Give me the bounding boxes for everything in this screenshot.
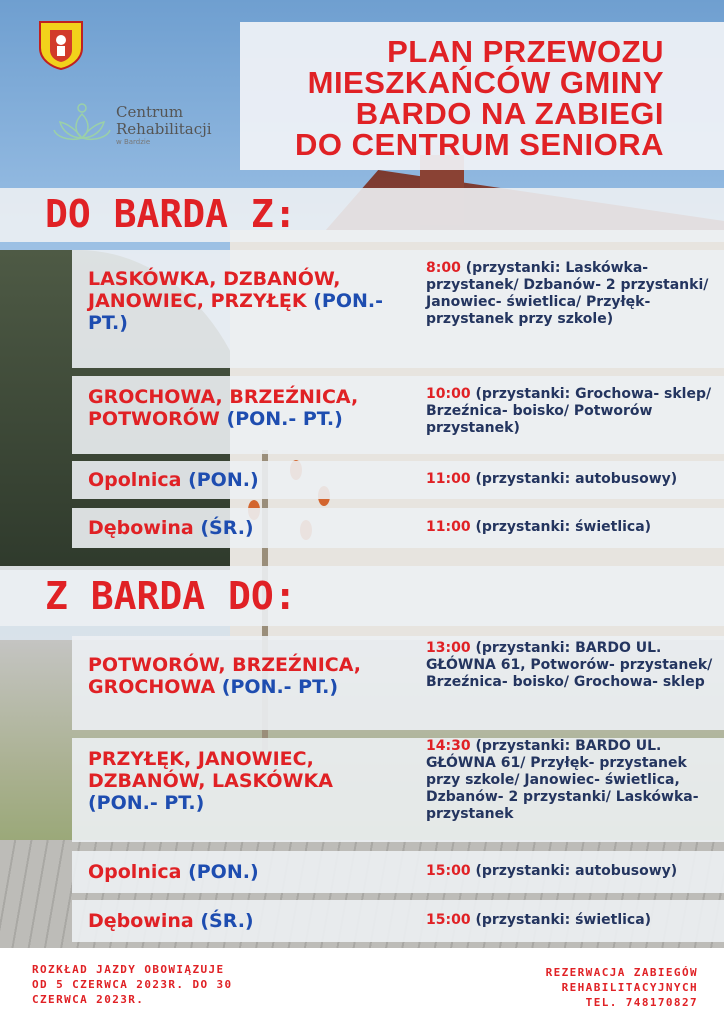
route-row — [72, 376, 724, 454]
centrum-name-line: Rehabilitacji — [116, 120, 212, 138]
title-line: BARDO NA ZABIEGI — [355, 96, 664, 131]
validity-line: CZERWCA 2023R. — [32, 993, 145, 1006]
place-names: LASKÓWKA, DZBANÓW, JANOWIEC, PRZYŁĘK — [88, 268, 341, 312]
departure-time: 14:30 — [426, 738, 471, 754]
route-row — [72, 851, 724, 893]
place-names: GROCHOWA, BRZEŹNICA, POTWORÓW — [88, 386, 359, 430]
departure-time: 15:00 — [426, 863, 471, 879]
departure-time: 15:00 — [426, 912, 471, 928]
route-schedule — [426, 519, 716, 536]
route-schedule — [426, 471, 716, 488]
centrum-logo — [52, 100, 232, 160]
stops-list: (przystanki: BARDO UL. GŁÓWNA 61/ Przyłęk- przystanek przy szkole/ Janowiec- świetlica, Dzbanów- 2 przystanki/ Laskówka- przystanek — [426, 738, 699, 822]
route-schedule — [426, 912, 716, 929]
stops-list: (przystanki: autobusowy) — [470, 471, 678, 487]
stops-list: (przystanki: autobusowy) — [470, 863, 678, 879]
place-names: Opolnica — [88, 469, 182, 491]
contact-phone: TEL. 748170827 — [585, 996, 698, 1009]
municipality-crest-logo — [38, 20, 84, 70]
section-heading-to-bardo — [0, 188, 724, 242]
departure-time: 10:00 — [426, 386, 471, 402]
stops-list: (przystanki: Laskówka- przystanek/ Dzbanów- 2 przystanki/ Janowiec- świetlica/ Przyłęk- przystanek przy szkole) — [426, 260, 709, 327]
days-label: (PON.) — [181, 469, 259, 491]
route-row — [72, 461, 724, 499]
section-title: DO BARDA Z: — [45, 192, 297, 236]
centrum-subtitle: w Bardzie — [116, 138, 151, 146]
place-names: PRZYŁĘK, JANOWIEC, DZBANÓW, LASKÓWKA — [88, 748, 333, 792]
route-row — [72, 508, 724, 548]
route-places — [88, 386, 418, 430]
route-row — [72, 250, 724, 368]
days-label: (PON.- PT.) — [215, 676, 339, 698]
route-row — [72, 900, 724, 942]
title-line: DO CENTRUM SENIORA — [295, 127, 664, 162]
validity-line: OD 5 CZERWCA 2023R. DO 30 — [32, 978, 233, 991]
booking-contact — [438, 965, 698, 1010]
days-label: (PON.- PT.) — [88, 792, 205, 814]
days-label: (PON.- PT.) — [88, 290, 383, 334]
days-label: (ŚR.) — [193, 910, 254, 932]
route-places — [88, 910, 254, 932]
place-names: Dębowina — [88, 517, 194, 539]
route-row — [72, 636, 724, 730]
section-heading-from-bardo — [0, 566, 724, 626]
route-places — [88, 469, 259, 491]
route-places — [88, 654, 428, 698]
centrum-name — [116, 104, 212, 138]
route-schedule — [426, 386, 716, 437]
days-label: (PON.) — [181, 861, 259, 883]
route-places — [88, 748, 408, 814]
route-places — [88, 517, 254, 539]
departure-time: 13:00 — [426, 640, 471, 656]
place-names: POTWORÓW, BRZEŹNICA, GROCHOWA — [88, 654, 362, 698]
route-schedule — [426, 863, 716, 880]
place-names: Dębowina — [88, 910, 194, 932]
contact-line: REHABILITACYJNYCH — [561, 981, 698, 994]
departure-time: 11:00 — [426, 519, 471, 535]
title-line: MIESZKAŃCÓW GMINY — [307, 65, 664, 100]
days-label: (PON.- PT.) — [219, 408, 343, 430]
stops-list: (przystanki: Grochowa- sklep/ Brzeźnica- boisko/ Potworów przystanek) — [426, 386, 712, 436]
place-names: Opolnica — [88, 861, 182, 883]
stops-list: (przystanki: świetlica) — [470, 912, 652, 928]
route-schedule — [426, 640, 716, 691]
stops-list: (przystanki: BARDO UL. GŁÓWNA 61, Potworów- przystanek/ Brzeźnica- boisko/ Grochowa- sklep — [426, 640, 713, 690]
departure-time: 11:00 — [426, 471, 471, 487]
validity-notice — [32, 962, 302, 1007]
page-title — [244, 36, 664, 160]
departure-time: 8:00 — [426, 260, 461, 276]
title-line: PLAN PRZEWOZU — [387, 34, 664, 69]
lotus-icon — [52, 102, 112, 146]
route-places — [88, 268, 408, 334]
section-title: Z BARDA DO: — [45, 574, 297, 618]
contact-line: REZERWACJA ZABIEGÓW — [545, 966, 698, 979]
route-schedule — [426, 738, 716, 823]
route-schedule — [426, 260, 716, 328]
centrum-name-line: Centrum — [116, 103, 184, 121]
route-places — [88, 861, 259, 883]
stops-list: (przystanki: świetlica) — [470, 519, 652, 535]
validity-line: ROZKŁAD JAZDY OBOWIĄZUJE — [32, 963, 225, 976]
route-row — [72, 738, 724, 842]
days-label: (ŚR.) — [193, 517, 254, 539]
